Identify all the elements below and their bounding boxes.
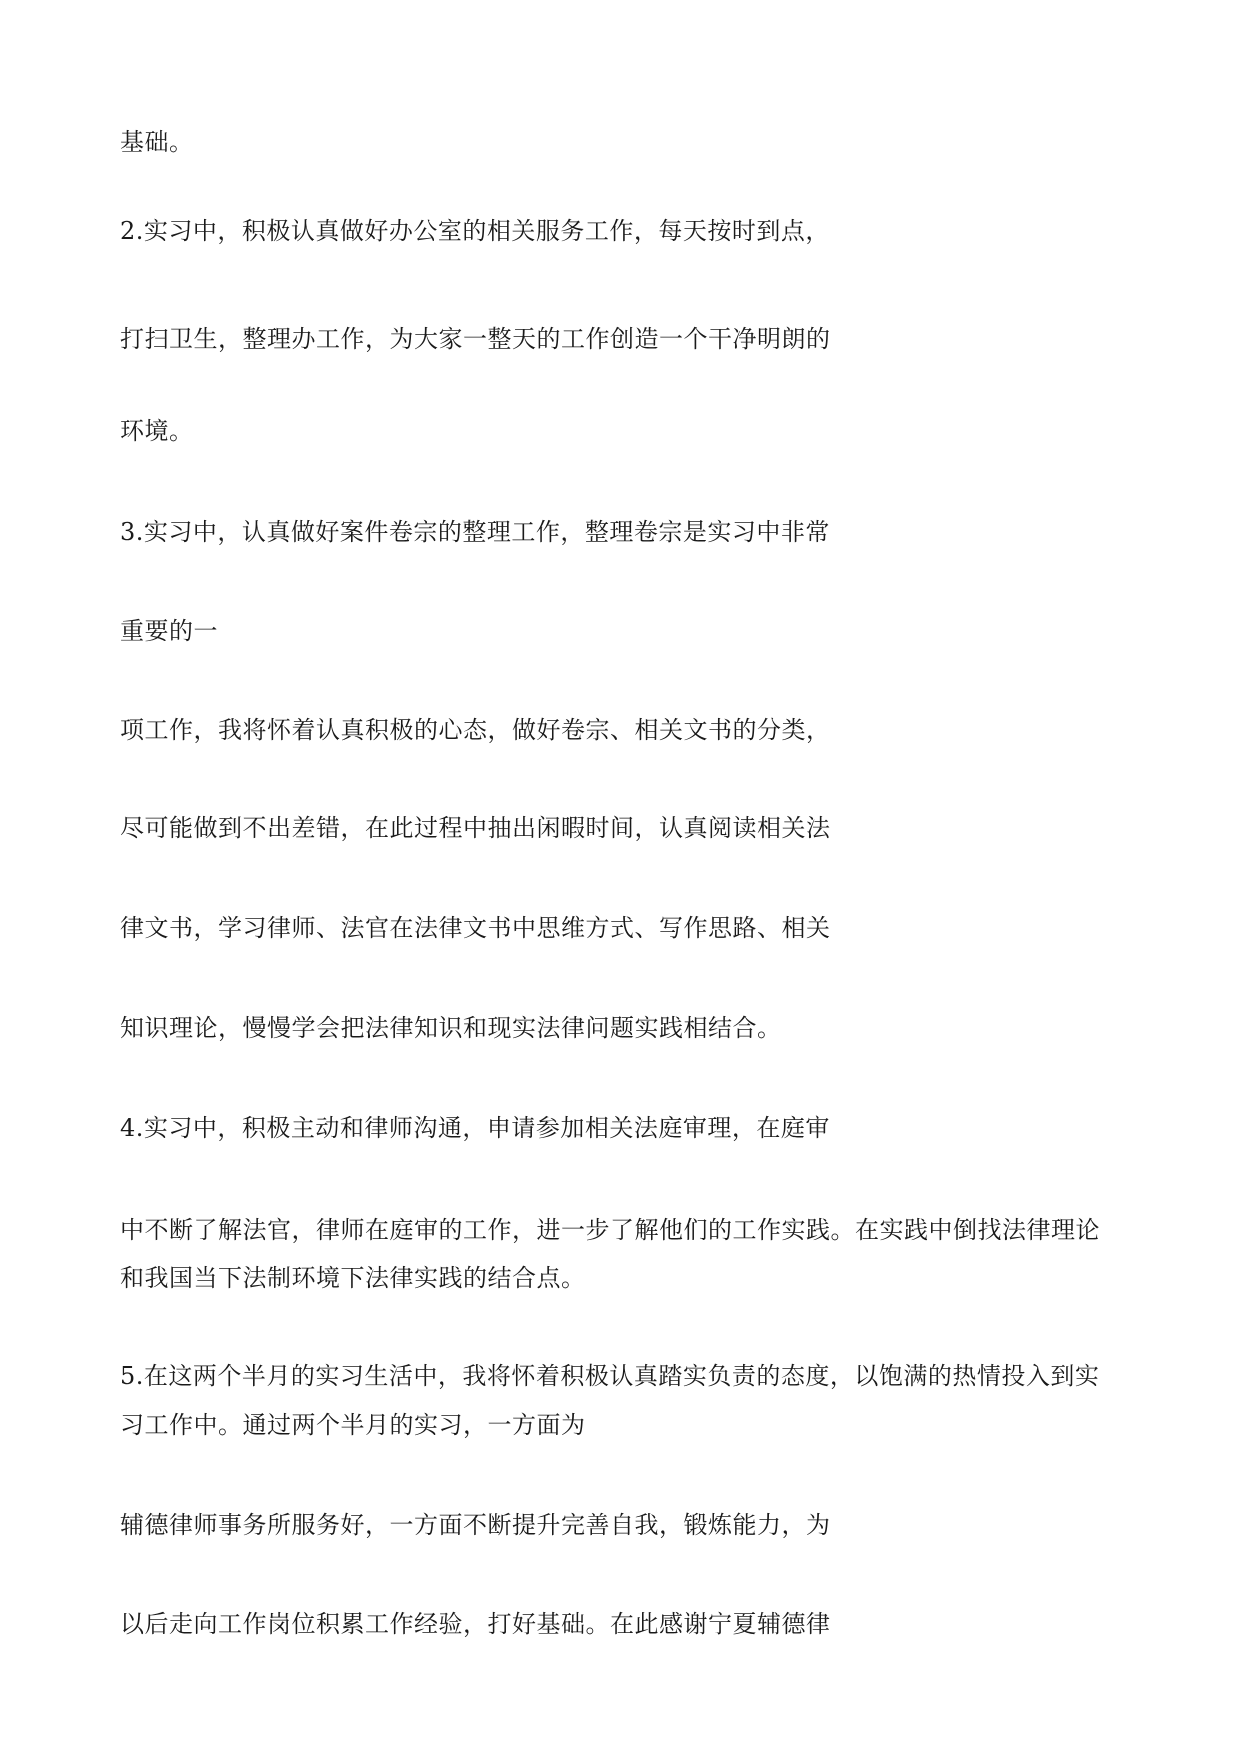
text-line: 知识理论，慢慢学会把法律知识和现实法律问题实践相结合。 [120,1014,782,1042]
text-line: 重要的一 [120,617,218,645]
text-line: 环境。 [120,417,194,445]
text-line: 和我国当下法制环境下法律实践的结合点。 [120,1264,586,1292]
text-line: 5.在这两个半月的实习生活中，我将怀着积极认真踏实负责的态度，以饱满的热情投入到实 [120,1362,1100,1390]
text-line: 辅德律师事务所服务好，一方面不断提升完善自我，锻炼能力，为 [120,1511,831,1539]
text-line: 律文书，学习律师、法官在法律文书中思维方式、写作思路、相关 [120,914,831,942]
text-line: 2.实习中，积极认真做好办公室的相关服务工作，每天按时到点， [120,217,830,245]
text-line: 中不断了解法官，律师在庭审的工作，进一步了解他们的工作实践。在实践中倒找法律理论 [120,1216,1100,1244]
text-line: 基础。 [120,128,194,156]
text-line: 习工作中。通过两个半月的实习，一方面为 [120,1411,586,1439]
text-line: 4.实习中，积极主动和律师沟通，申请参加相关法庭审理，在庭审 [120,1114,830,1142]
text-line: 3.实习中，认真做好案件卷宗的整理工作，整理卷宗是实习中非常 [120,518,830,546]
text-line: 以后走向工作岗位积累工作经验，打好基础。在此感谢宁夏辅德律 [120,1610,831,1638]
text-line: 项工作，我将怀着认真积极的心态，做好卷宗、相关文书的分类， [120,716,831,744]
text-line: 尽可能做到不出差错，在此过程中抽出闲暇时间，认真阅读相关法 [120,814,831,842]
text-line: 打扫卫生，整理办工作，为大家一整天的工作创造一个干净明朗的 [120,325,831,353]
